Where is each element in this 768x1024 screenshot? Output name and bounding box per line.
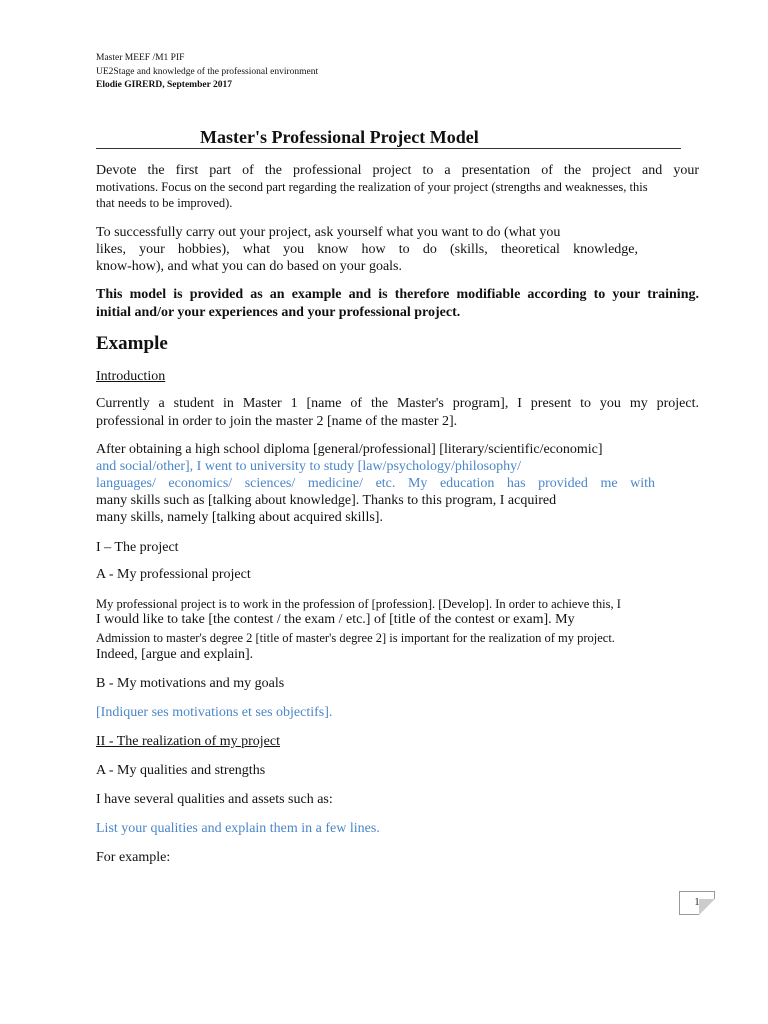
success-paragraph-line: likes, your hobbies), what you know how to do (skills, theoretical knowledge, bbox=[96, 242, 638, 257]
section-heading-realization: II - The realization of my project bbox=[96, 734, 280, 749]
subsection-heading-qualities: A - My qualities and strengths bbox=[96, 763, 266, 778]
header-unit: UE2Stage and knowledge of the professional environment bbox=[96, 67, 319, 77]
after-paragraph-line: many skills, namely [talking about acquired skills]. bbox=[96, 510, 383, 525]
title-divider bbox=[96, 148, 681, 149]
header-author-date: Elodie GIRERD, September 2017 bbox=[96, 80, 232, 90]
qualities-placeholder: List your qualities and explain them in a few lines. bbox=[96, 821, 380, 836]
section-heading-project: I – The project bbox=[96, 540, 179, 555]
project-paragraph-line: My professional project is to work in the profession of [profession]. [Develop]. In order to achieve this, I bbox=[96, 597, 621, 611]
success-paragraph-line: To successfully carry out your project, ask yourself what you want to do (what you bbox=[96, 225, 561, 240]
page-number-box bbox=[679, 891, 715, 915]
qualities-text: I have several qualities and assets such as: bbox=[96, 792, 333, 807]
header-course: Master MEEF /M1 PIF bbox=[96, 53, 185, 63]
subsection-heading-motivations: B - My motivations and my goals bbox=[96, 676, 285, 691]
page-number: 1 bbox=[694, 897, 700, 908]
currently-paragraph-line: Currently a student in Master 1 [name of the Master's program], I present to you my project. bbox=[96, 396, 699, 411]
for-example-label: For example: bbox=[96, 850, 171, 865]
intro-paragraph-line: Devote the first part of the professional project to a presentation of the project and your bbox=[96, 163, 699, 178]
introduction-heading: Introduction bbox=[96, 369, 166, 384]
example-heading: Example bbox=[96, 333, 168, 354]
intro-paragraph-line: that needs to be improved). bbox=[96, 196, 233, 210]
document-title: Master's Professional Project Model bbox=[200, 127, 479, 147]
motivations-placeholder: [Indiquer ses motivations et ses objectifs]. bbox=[96, 705, 333, 720]
bold-note-line: initial and/or your experiences and your professional project. bbox=[96, 305, 461, 320]
project-paragraph-line: I would like to take [the contest / the exam / etc.] of [title of the contest or exam]. My bbox=[96, 612, 575, 627]
after-paragraph-line: many skills such as [talking about knowledge]. Thanks to this program, I acquired bbox=[96, 493, 557, 508]
page-fold-icon bbox=[699, 899, 715, 915]
project-paragraph-line: Indeed, [argue and explain]. bbox=[96, 647, 254, 662]
intro-paragraph-line: motivations. Focus on the second part regarding the realization of your project (strengths and weaknesses, this bbox=[96, 180, 648, 194]
after-paragraph-placeholder-line: languages/ economics/ sciences/ medicine/ etc. My education has provided me with bbox=[96, 476, 655, 491]
bold-note-line: This model is provided as an example and is therefore modifiable according to your training. bbox=[96, 287, 699, 302]
success-paragraph-line: know-how), and what you can do based on your goals. bbox=[96, 259, 402, 274]
after-paragraph-line: After obtaining a high school diploma [general/professional] [literary/scientific/economic] bbox=[96, 442, 603, 457]
currently-paragraph-line: professional in order to join the master 2 [name of the master 2]. bbox=[96, 414, 458, 429]
subsection-heading-professional-project: A - My professional project bbox=[96, 567, 251, 582]
after-paragraph-placeholder-line: and social/other], I went to university to study [law/psychology/philosophy/ bbox=[96, 459, 521, 474]
project-paragraph-line: Admission to master's degree 2 [title of master's degree 2] is important for the realization of my project. bbox=[96, 631, 615, 645]
